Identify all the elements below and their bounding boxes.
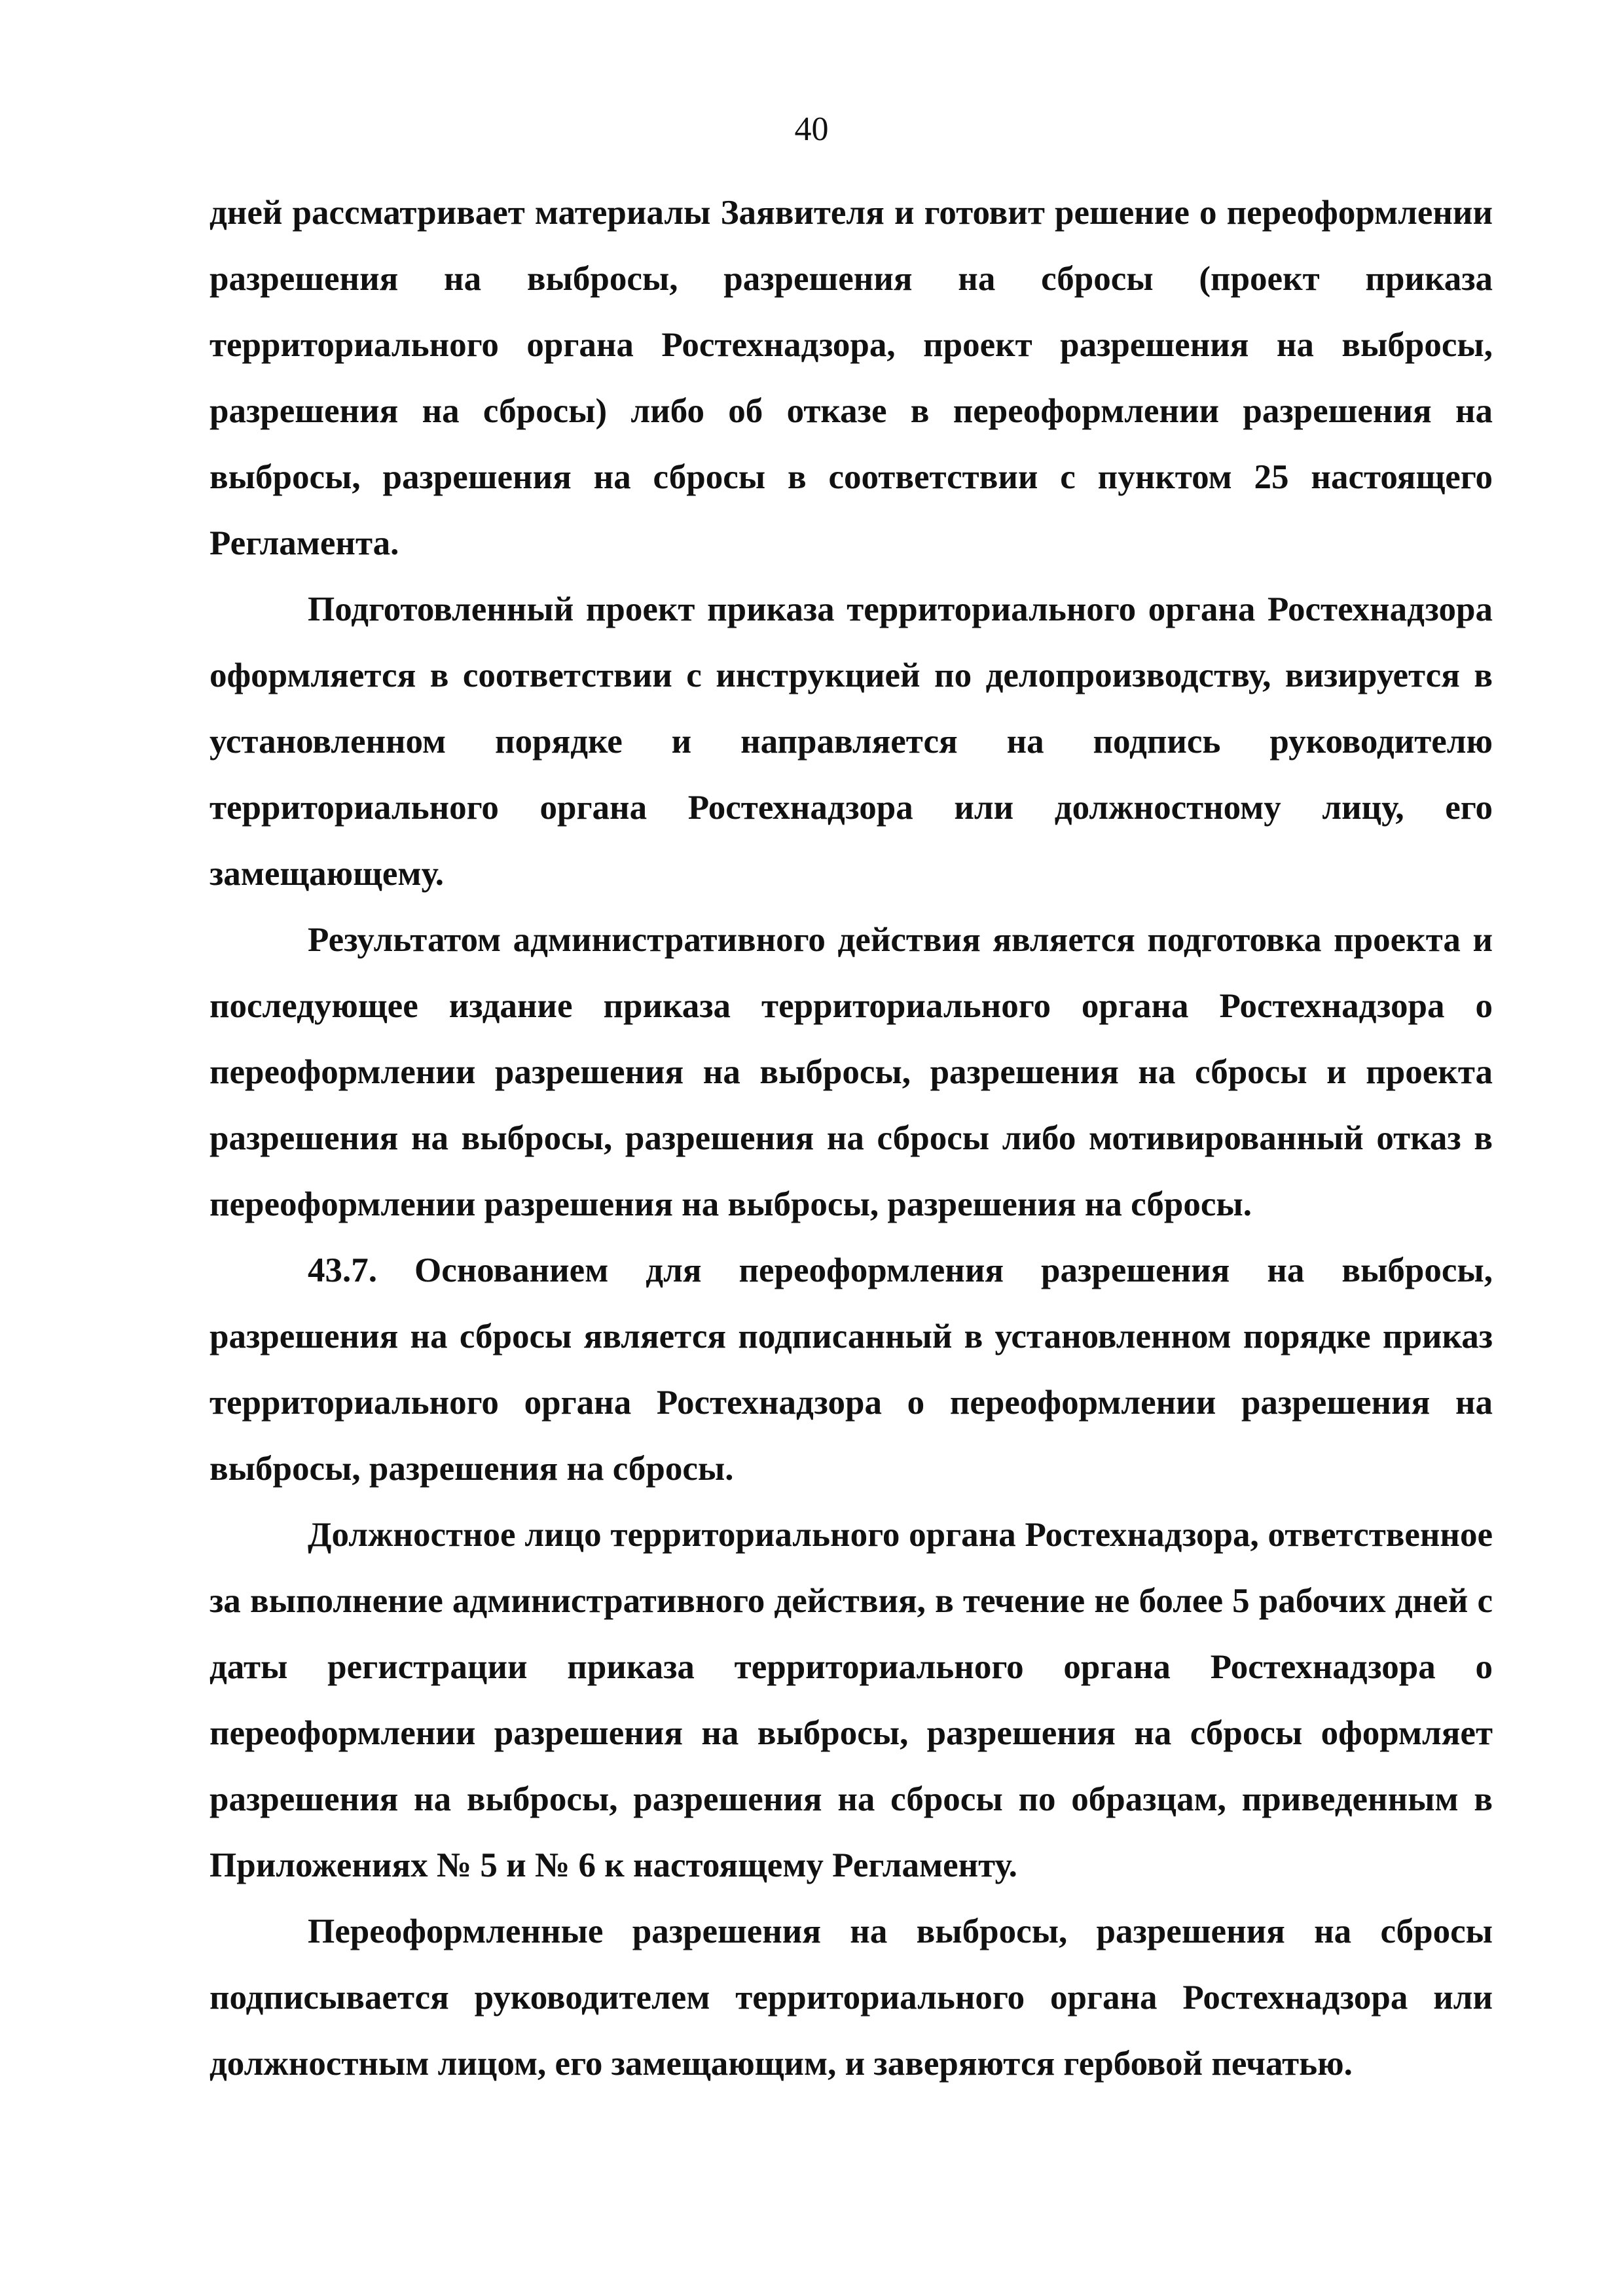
document-body [210,180,1493,2097]
paragraph-section-43-7: 43.7. Основанием для переоформления разрешения на выбросы, разрешения на сбросы является подписанный в установленном порядке приказ территориального органа Ростехнадзора о переоформлении разрешения на выбросы, разрешения на сбросы. [210,1251,1493,1488]
paragraph-continuation: дней рассматривает материалы Заявителя и готовит решение о переоформлении разрешения на выбросы, разрешения на сбросы (проект приказа территориального органа Ростехнадзора, проект разрешения на выбросы, разрешения на сбросы) либо об отказе в переоформлении разрешения на выбросы, разрешения на сбросы в соответствии с пунктом 25 настоящего Регламента. [210,194,1493,562]
page-number: 40 [794,111,829,148]
paragraph: Переоформленные разрешения на выбросы, разрешения на сбросы подписывается руководителем территориального органа Ростехнадзора или должностным лицом, его замещающим, и заверяются гербовой печатью. [210,1912,1493,2083]
paragraph: Подготовленный проект приказа территориального органа Ростехнадзора оформляется в соответствии с инструкцией по делопроизводству, визируется в установленном порядке и направляется на подпись руководителю территориального органа Ростехнадзора или должностному лицу, его замещающему. [210,590,1493,893]
paragraph: Должностное лицо территориального органа Ростехнадзора, ответственное за выполнение административного действия, в течение не более 5 рабочих дней с даты регистрации приказа территориального органа Ростехнадзора о переоформлении разрешения на выбросы, разрешения на сбросы оформляет разрешения на выбросы, разрешения на сбросы по образцам, приведенным в Приложениях № 5 и № 6 к настоящему Регламенту. [210,1516,1493,1884]
paragraph: Результатом административного действия является подготовка проекта и последующее издание приказа территориального органа Ростехнадзора о переоформлении разрешения на выбросы, разрешения на сбросы и проекта разрешения на выбросы, разрешения на сбросы либо мотивированный отказ в переоформлении разрешения на выбросы, разрешения на сбросы. [210,921,1493,1223]
